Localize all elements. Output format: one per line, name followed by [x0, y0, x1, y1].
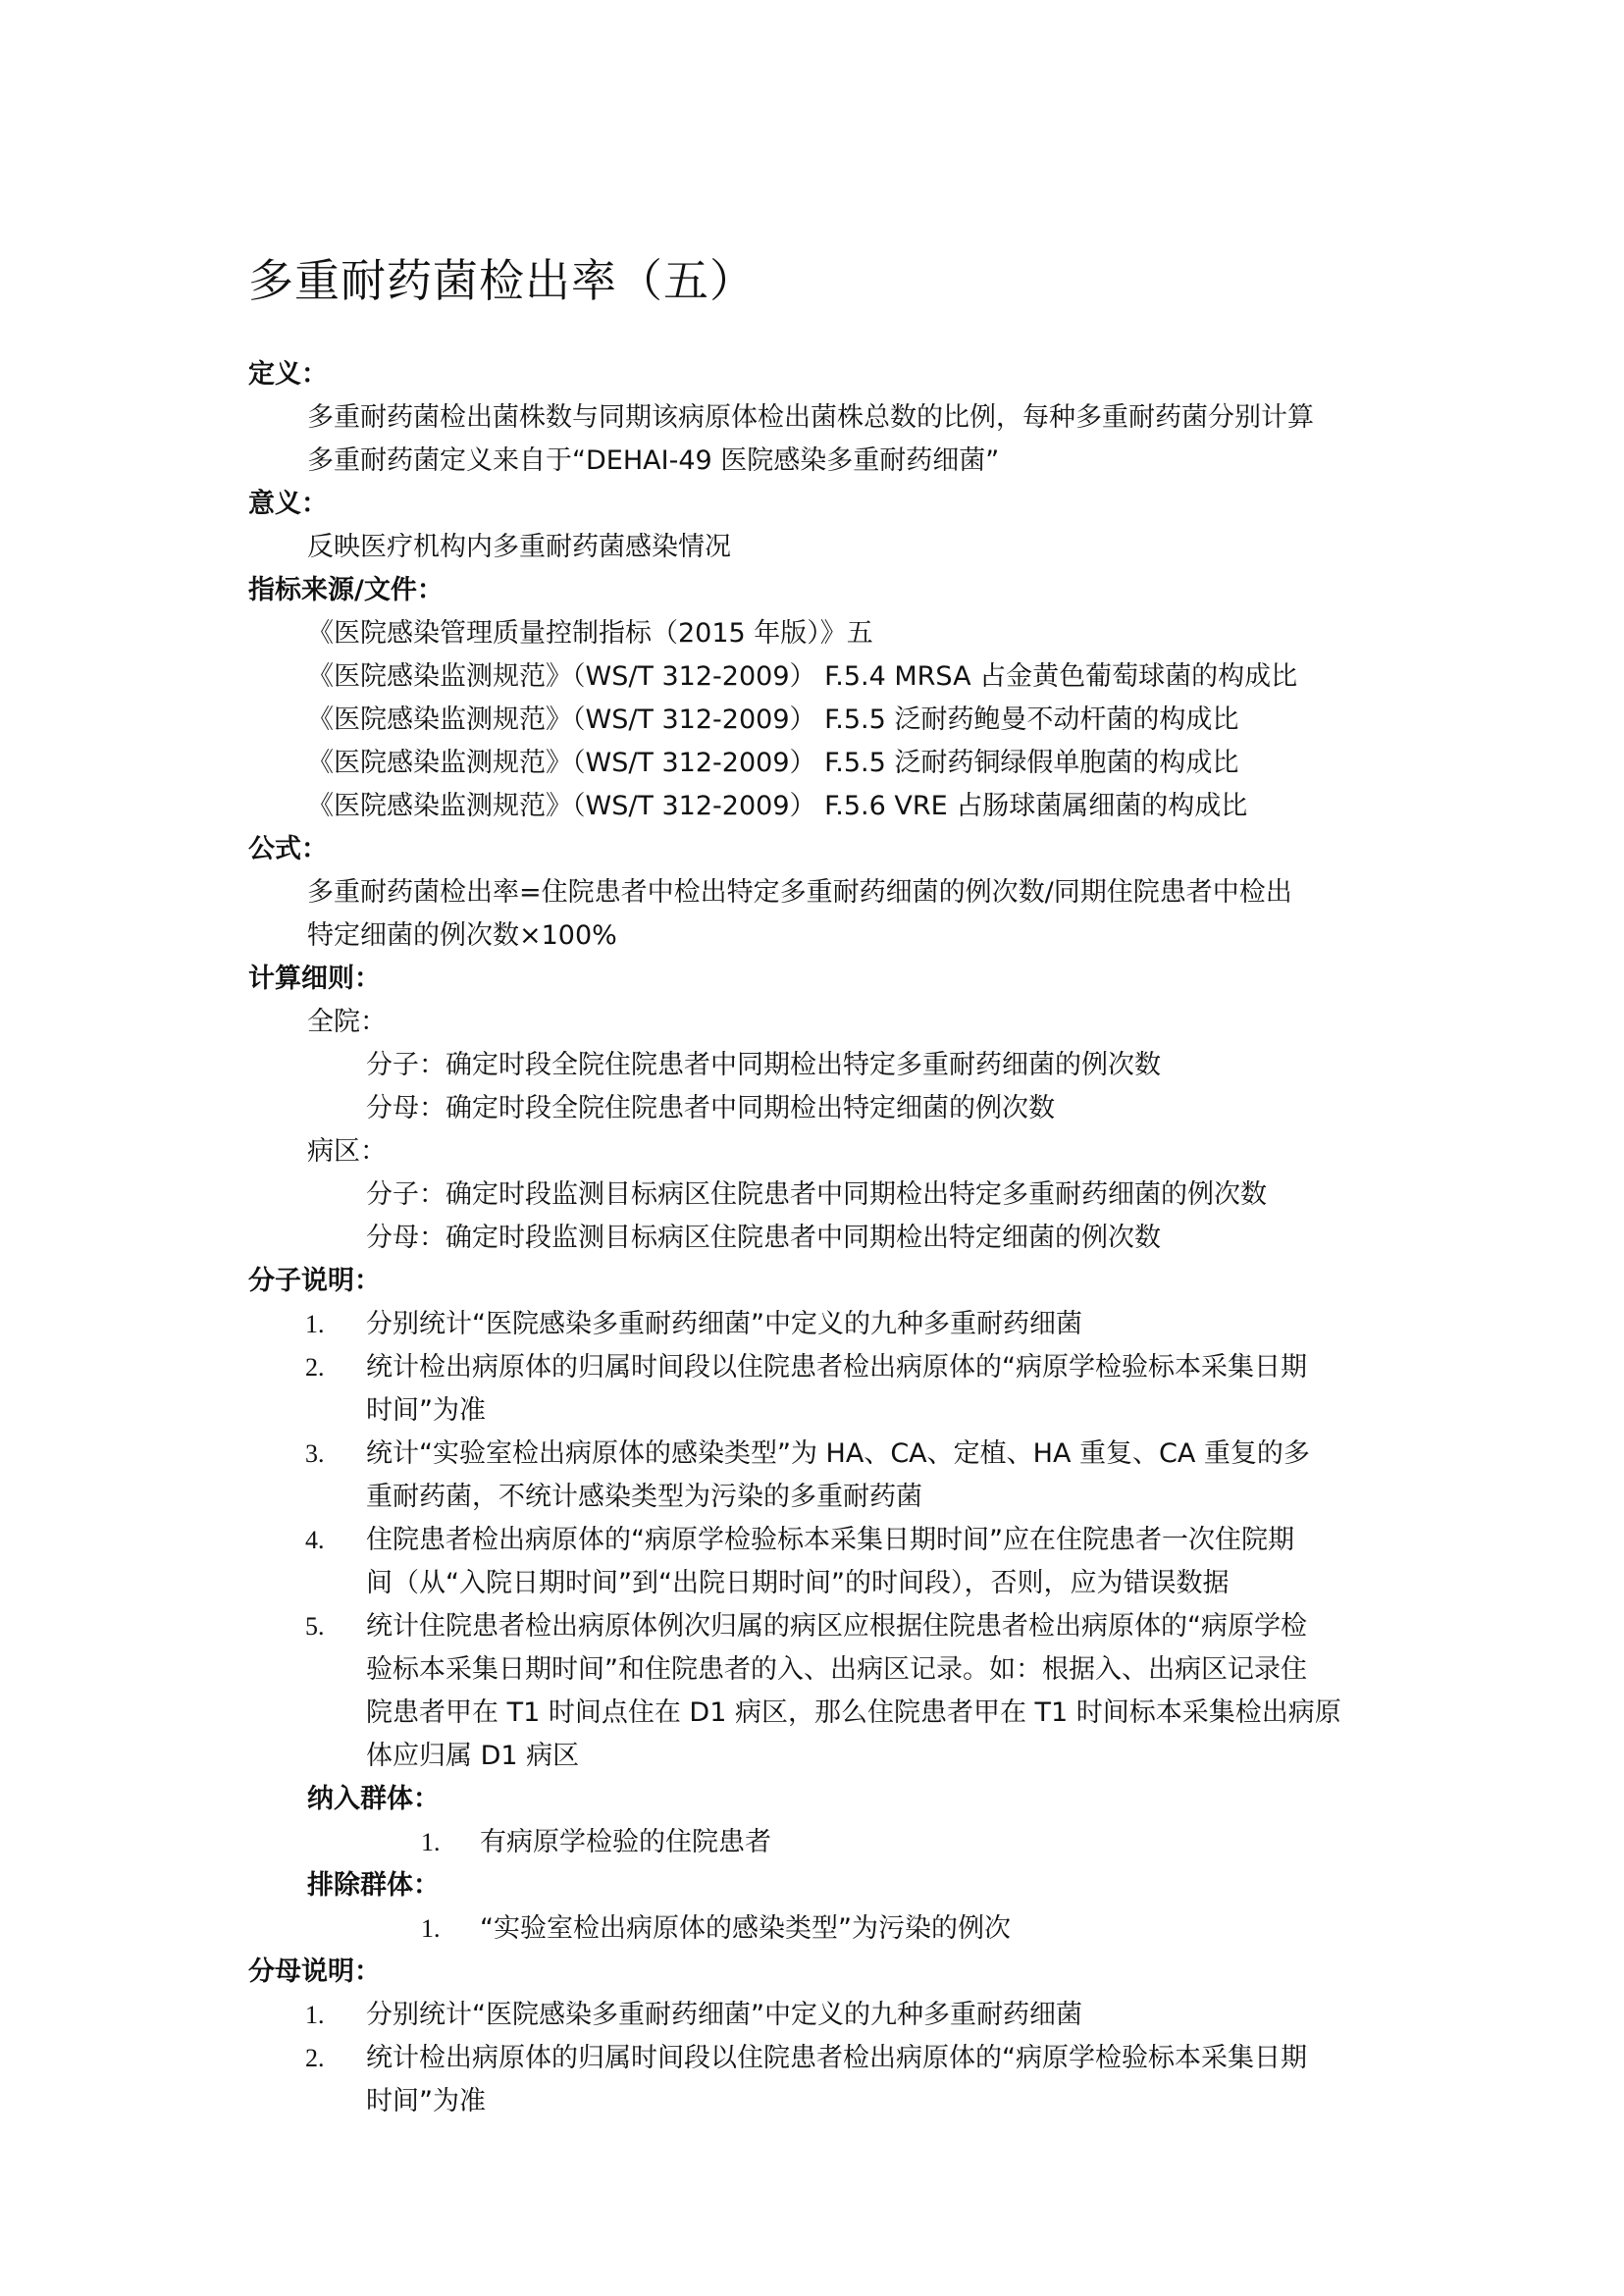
meaning-heading: 意义：: [248, 489, 328, 519]
definition-line-2: 多重耐药菌定义来自于“DEHAI-49 医院感染多重耐药细菌”: [307, 445, 1000, 476]
list-number: 2.: [305, 2044, 325, 2072]
list-number: 3.: [305, 1439, 325, 1468]
exclude-list: [248, 1907, 1406, 1951]
calc-ward-numerator: 分子：确定时段监测目标病区住院患者中同期检出特定多重耐药细菌的例次数: [366, 1179, 1267, 1210]
list-item-line: “实验室检出病原体的感染类型”为污染的例次: [480, 1913, 1011, 1944]
list-number: 1.: [305, 1310, 325, 1338]
list-number: 4.: [305, 1526, 325, 1554]
source-line-3: 《医院感染监测规范》（WS/T 312-2009） F.5.5 泛耐药鲍曼不动杆菌的构成比: [307, 704, 1239, 735]
list-number: 2.: [305, 1353, 325, 1382]
list-item-line: 住院患者检出病原体的“病原学检验标本采集日期时间”应在住院患者一次住院期: [366, 1525, 1294, 1555]
list-item: [248, 1303, 1406, 1346]
list-item-line: 统计住院患者检出病原体例次归属的病区应根据住院患者检出病原体的“病原学检: [366, 1611, 1307, 1642]
calc-hospital-label: 全院：: [307, 1007, 387, 1037]
denominator-notes-heading: 分母说明：: [248, 1957, 381, 1987]
list-item-line: 分别统计“医院感染多重耐药细菌”中定义的九种多重耐药细菌: [366, 2000, 1082, 2030]
definition-line-1: 多重耐药菌检出菌株数与同期该病原体检出菌株总数的比例，每种多重耐药菌分别计算: [307, 402, 1314, 433]
calc-ward-label: 病区：: [307, 1136, 387, 1167]
numerator-notes-heading: 分子说明：: [248, 1266, 381, 1296]
exclude-heading: 排除群体：: [307, 1870, 440, 1901]
list-item: [248, 2037, 1406, 2123]
list-item-line: 统计“实验室检出病原体的感染类型”为 HA、CA、定植、HA 重复、CA 重复的多: [366, 1438, 1310, 1469]
list-item-line: 统计检出病原体的归属时间段以住院患者检出病原体的“病原学检验标本采集日期: [366, 2043, 1307, 2073]
list-number: 1.: [421, 1914, 441, 1943]
calc-heading: 计算细则：: [248, 964, 381, 994]
list-item-line: 时间”为准: [366, 1395, 486, 1426]
list-item: [248, 1821, 1406, 1864]
formula-heading: 公式：: [248, 834, 328, 864]
include-heading: 纳入群体：: [307, 1784, 440, 1814]
calc-hospital-denominator: 分母：确定时段全院住院患者中同期检出特定细菌的例次数: [366, 1093, 1055, 1123]
definition-heading: 定义：: [248, 359, 328, 390]
source-line-4: 《医院感染监测规范》（WS/T 312-2009） F.5.5 泛耐药铜绿假单胞菌的构成比: [307, 748, 1239, 778]
list-item-line: 体应归属 D1 病区: [366, 1741, 580, 1771]
list-item: [248, 1907, 1406, 1951]
list-item: [248, 1346, 1406, 1433]
list-item-line: 统计检出病原体的归属时间段以住院患者检出病原体的“病原学检验标本采集日期: [366, 1352, 1307, 1383]
denominator-notes-list: [248, 1994, 1406, 2123]
calc-hospital-numerator: 分子：确定时段全院住院患者中同期检出特定多重耐药细菌的例次数: [366, 1050, 1161, 1080]
list-item-line: 重耐药菌，不统计感染类型为污染的多重耐药菌: [366, 1482, 922, 1512]
list-item-line: 间（从“入院日期时间”到“出院日期时间”的时间段），否则，应为错误数据: [366, 1568, 1230, 1598]
include-list: [248, 1821, 1406, 1864]
list-number: 5.: [305, 1612, 325, 1641]
source-heading: 指标来源/文件：: [248, 575, 444, 605]
source-line-5: 《医院感染监测规范》（WS/T 312-2009） F.5.6 VRE 占肠球菌属细菌的构成比: [307, 791, 1248, 821]
formula-line-1: 多重耐药菌检出率=住院患者中检出特定多重耐药细菌的例次数/同期住院患者中检出: [307, 877, 1292, 908]
list-item: [248, 1994, 1406, 2037]
list-number: 1.: [305, 2001, 325, 2029]
list-item-line: 院患者甲在 T1 时间点住在 D1 病区，那么住院患者甲在 T1 时间标本采集检出病原: [366, 1697, 1341, 1728]
source-line-1: 《医院感染管理质量控制指标（2015 年版）》五: [307, 618, 873, 649]
page-title: 多重耐药菌检出率（五）: [248, 254, 756, 307]
source-line-2: 《医院感染监测规范》（WS/T 312-2009） F.5.4 MRSA 占金黄色葡萄球菌的构成比: [307, 661, 1298, 692]
list-item-line: 分别统计“医院感染多重耐药细菌”中定义的九种多重耐药细菌: [366, 1309, 1082, 1339]
list-item: [248, 1433, 1406, 1519]
list-item-line: 有病原学检验的住院患者: [480, 1827, 771, 1857]
list-item-line: 验标本采集日期时间”和住院患者的入、出病区记录。如：根据入、出病区记录住: [366, 1654, 1307, 1685]
list-item-line: 时间”为准: [366, 2086, 486, 2116]
numerator-notes-list: [248, 1303, 1406, 1778]
list-item: [248, 1519, 1406, 1605]
list-number: 1.: [421, 1828, 441, 1856]
document-body: [248, 353, 1406, 2123]
meaning-line-1: 反映医疗机构内多重耐药菌感染情况: [307, 532, 731, 562]
formula-line-2: 特定细菌的例次数×100%: [307, 920, 617, 951]
list-item: [248, 1605, 1406, 1778]
calc-ward-denominator: 分母：确定时段监测目标病区住院患者中同期检出特定细菌的例次数: [366, 1223, 1161, 1253]
